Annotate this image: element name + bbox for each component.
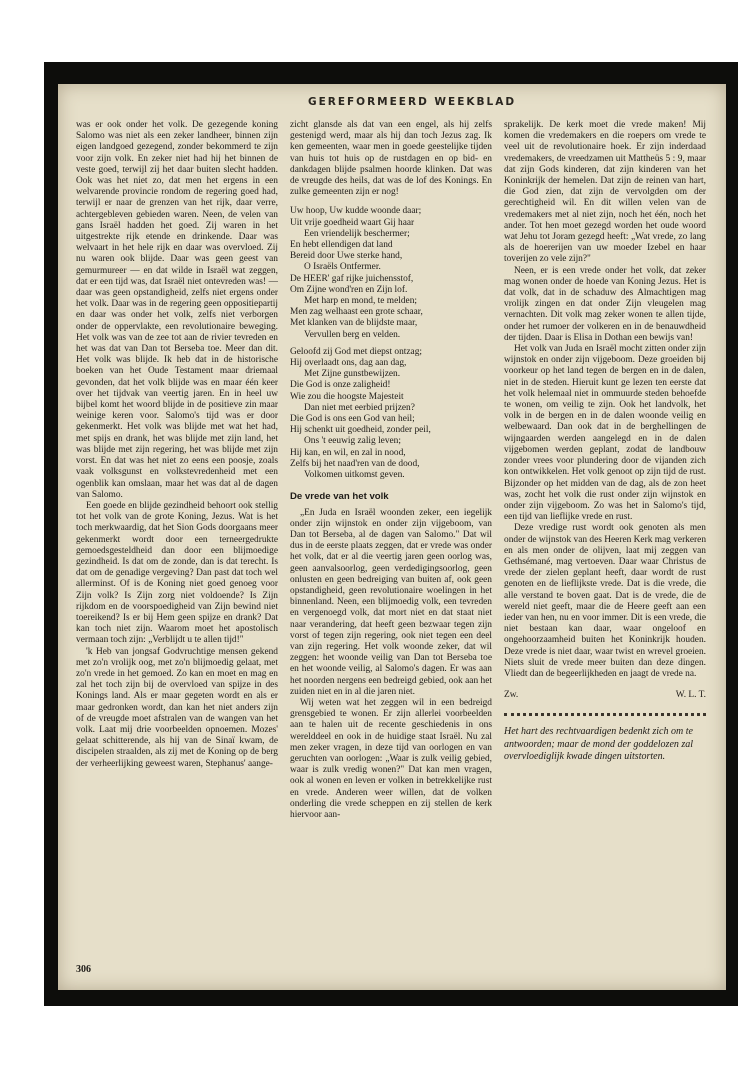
paragraph: „En Juda en Israël woonden zeker, een iegelijk onder zijn wijnstok en onder zijn vijgeboom, van Dan tot Berseba, al de dagen van Salomo." Dat wil dus in de eerste plaats zeggen, dat er vrede was onder het volk, dat er al die veertig jaren geen oorlog was, geen aanvalsoorlog, geen verdedigingsoorlog, geen onlusten en geen bedreiging van buiten af, ook geen opstandigheid, geen revolutionaire woelingen in het binnenland. Neen, een blijmoedig volk, een tevreden en vergenoegd volk, dat mort niet en dat staat niet naar verandering, dat heeft geen bezwaar tegen zijn vorst of tegen zijn regering, ook niet tegen een deel van zijn regering. Het volk woonde zeker, dat wil zeggen: het woonde veilig van Dan tot Berseba toe en het woonde veilig, al Salomo's dagen. Er was aan het noorden nergens een bedreigd gebied, ook aan het zuiden niet en in al die jaren niet. [290, 507, 492, 697]
page-number: 306 [76, 964, 91, 975]
verse-line: En hebt ellendigen dat land [290, 240, 393, 251]
paragraph: sprakelijk. De kerk moet die vrede maken! Mij komen die vredemakers en die roepers om vrede te veel uit de revolutionaire hoek. Er zijn inderdaad vredemakers, de vreedzamen uit Mattheüs 5 : 9, maar dat zijn Gods kinderen, dat zijn kinderen van het Koninkrijk der hemelen. Dat zijn de reinen van hart, die God zien, dat zijn de vervolgden om der gerechtigheid wil. En dit willen velen van de vredemakers met al niet zijn, noch het één, noch het ander. Tot hen moet gezegd worden het oude woord wat Jehu tot Joram gezegd heeft: „Wat vrede, zo lang als de hoererijen van uw moeder Izebel en haar toverijen zo vele zijn?" [504, 120, 706, 265]
verse-line: Met Zijne gunstbewijzen. [304, 369, 401, 380]
paragraph: Deze vredige rust wordt ook genoten als men onder de wijnstok van des Heeren Kerk mag verkeren en als men onder de olijven, laat mij zeggen van Gethsémané, mag vertoeven. Daar waar Christus de vrede der zielen geplant heeft, daar wordt de rust genoten en de lieflijkste vrede. Dat is die vrede, die alle verstand te boven gaat. Dat is de vrede, die de wereld niet geeft, maar die de Heere geeft aan een ieder van hen, nu en voor immer. Dit is een vrede, die niet bestaan kan daar, waar ongeloof en ongehoorzaamheid buiten het Koninkrijk houden. Deze vrede is niet daar, waar twist en wrevel groeien. Niets sluit de vrede meer buiten dan deze dingen. Vliedt dan de begeerlijkheden en jaagt de vrede na. [504, 523, 706, 679]
paragraph: zicht glansde als dat van een engel, als hij zelfs gestenigd werd, maar als hij dan toch Jezus zag. Ik ken gemeenten, waar men in goede geestelijke tijden van huis tot huis op de rustdagen en op bid- en dankdagen blijde psalmen hoorde klinken. Dat was de vreugde des heils, dat was de lof des Konings. En zulke gemeenten zijn er nog! [290, 120, 492, 198]
section-heading: De vrede van het volk [290, 491, 389, 503]
verse-line: Uw hoop, Uw kudde woonde daar; [290, 206, 422, 217]
verse-line: De HEER' gaf rijke juichensstof, [290, 273, 414, 284]
verse-line: Die God is ons een God van heil; [290, 414, 415, 425]
verse-line: Uit vrije goedheid waart Gij haar [290, 217, 415, 228]
verse-line: Hij schenkt uit goedheid, zonder peil, [290, 425, 431, 436]
verse-stanza [290, 347, 492, 481]
verse-line: Om Zijne wond'ren en Zijn lof. [290, 284, 408, 295]
paragraph: 'k Heb van jongsaf Godvruchtige mensen gekend met zo'n vrolijk oog, met zo'n blijmoedig gelaat, met zo'n vrede in het gemoed. Zo kan en moet en mag en zal het toch zijn bij de overvloed van spijze in des Konings land. Als er maar gegeten wordt en als er maar gedronken wordt, dan kan het niet anders zijn of de vreugde moet afstralen van de wangen van het volk. Laat mij drie voorbeelden opnoemen. Mozes' gelaat schitterende, als hij van de Sinaï kwam, de discipelen straalden, als zij met de Koning op de berg der verheerlijking geweest waren, Stephanus' aange- [76, 646, 278, 769]
psalm-verse [290, 206, 492, 481]
verse-line: Bereid door Uwe sterke hand, [290, 251, 403, 262]
paragraph: Wij weten wat het zeggen wil in een bedreigd grensgebied te wonen. Er zijn allerlei voorbeelden aan te halen uit de recente geschiedenis in ons werelddeel en ook in de huidige staat Israël. Nu zal men zeker vragen, in deze tijd van oorlogen en van geruchten van oorlogen: „Waar is zulk veilig gebied, waar is zulk vredig wonen?" Dat kan men vragen, ook al wonen en leven er volken in betrekkelijke rust en vrede. Anderen weer willen, dat de volken onderling die vrede scheppen en zij stellen de kerk hiervoor aan- [290, 697, 492, 820]
divider [504, 713, 706, 716]
signoff-place: Zw. [504, 690, 519, 701]
verse-line: Met klanken van de blijdste maar, [290, 318, 418, 329]
verse-line: Men zag welhaast een grote schaar, [290, 307, 423, 318]
verse-line: Een vriendelijk beschermer; [304, 228, 410, 239]
verse-line: O Israëls Ontfermer. [304, 262, 381, 273]
column-left [76, 120, 278, 958]
verse-line: Volkomen uitkomst geven. [304, 470, 405, 481]
verse-line: Vervullen berg en velden. [304, 329, 401, 340]
paragraph: Het volk van Juda en Israël mocht zitten onder zijn wijnstok en onder zijn vijgeboom. Deze groeiden bij voorkeur op het land tegen de bergen en in de dalen, niet in de steden. Hieruit kunt ge lezen ten eerste dat het volk helemaal niet in ommuurde steden behoefde te wonen, om veilig te zijn. Ook het landvolk, het volk in de bergen en in de dalen woonde veilig en welbewaard. Dan ook dat in de berghellingen de wijngaarden werden aangelegd en in de dalen vijgebomen werden geplant, zodat de landbouw zonder vrees voor plundering door de vijanden zich kon ontwikkelen. Het volk genoot op zijn tijd de rust. Bijzonder op het midden van de dag, als de zon heet was, zocht het volk die rust onder zijn wijnstok en onder zijn vijgeboom. Zo was het in Salomo's tijd, een tijd van lieflijke vrede en rust. [504, 344, 706, 523]
verse-line: Ons 't eeuwig zalig leven; [304, 436, 401, 447]
proverb-quote: Het hart des rechtvaardigen bedenkt zich om te antwoorden; maar de mond der goddelozen zal overvloediglijk kwade dingen uitstorten. [504, 726, 694, 763]
column-right [504, 120, 706, 946]
paragraph: Neen, er is een vrede onder het volk, dat zeker mag wonen onder de hoede van Koning Jezus. Het is dat volk, dat in de schaduw des Almachtigen mag vrolijk zingen en dat onder Zijn vleugelen mag vernachten. Dit volk mag zeker wonen te allen tijde, onder het rumoer der volkeren en in de benauwdheid der tijden. Daar is Elisa in Dothan een bewijs van! [504, 265, 706, 343]
paragraph: Een goede en blijde gezindheid behoort ook stellig tot het volk van de grote Koning, Jezus. Wat is het toch merkwaardig, dat het Sion Gods doorgaans meer gekenmerkt wordt door een terneergedrukte gemoedsgesteldheid dan door een blijmoedige gezindheid. Is dat om de zonde, dan is dat terecht. Is dat om de genadige vergeving? Dan past dat toch wel allerminst. Of is de Koning niet goed genoeg voor Zijn volk? Is Zijn zorg niet voldoende? Is Zijn rijkdom en de voorspoedigheid van Zijn bewind niet toereikend? Is er bij Hem geen spijze en drank? Dat kan toch niet zijn. Waarom moet het apostolisch vermaan toch zijn: „Verblijdt u te allen tijd!" [76, 500, 278, 646]
verse-line: Geloofd zij God met diepst ontzag; [290, 346, 423, 357]
running-header: GEREFORMEERD WEEKBLAD [307, 96, 517, 108]
verse-line: Dan niet met eerbied prijzen? [304, 402, 415, 413]
paragraph: was er ook onder het volk. De gezegende koning Salomo was niet als een zeker landheer, binnen zijn eigen landgoed gezegend, zonder bekommerd te zijn voor zijn volk. En zeker niet had hij het binnen de veste goed, terwijl zij het daar buiten slecht hadden. Ook was het niet zo, dat men het ergens in een welvarende provincie rondom de regering goed had, terwijl er naar de grenzen van het rijk, daar verre, achtergebleven gebieden waren. Neen, de velen van gans Israël hadden het goed. Zij waren in het uitgestrekte rijk etende en drinkende. Daar was welvaart in het hele rijk en daar was overvloed. Zij nu waren ook blijde. Daar was geen geest van gemurmureer — en dat wilde in Israël wat zeggen, dat er een tijd was, dat Israël niet ontevreden was! — daar was geen opstandigheid, zelfs niet ergens onder het volk. Daar was in de regering geen oppositiepartij en daar was onder het volk, zelfs niet verborgen onder de oppervlakte, een revolutionaire beweging. Het volk was van de zee tot aan de rivier tevreden en het was dat van Dan tot Berseba toe. Meer dan dit. Het volk was blijde. Ik heb dat in de historische boeken van het Oude Testament maar driemaal gevonden, dat het volk blijde was en maar één keer over het tijdvak van veertig jaren. En in heel uw bijbel komt het woord blijde in de positieve zin maar weinige keren voor. Salomo's tijd was er door gekenmerkt. Het volk was blijde met wat het had, met spijs en drank, het was blijde met zijn land, het was blijde met zijn regering, het was blijde met zijn vorst. En dat was het niet zo eens een poosje, zoals vaak volksgunst en volkstevredenheid met een ogenblik kan omslaan, maar het was dat al de dagen van Salomo. [76, 120, 278, 500]
verse-line: Hij kan, en wil, en zal in nood, [290, 447, 406, 458]
column-middle [290, 120, 492, 946]
verse-line: Wie zou die hoogste Majesteit [290, 391, 404, 402]
verse-line: Hij overlaadt ons, dag aan dag, [290, 358, 407, 369]
verse-line: Die God is onze zaligheid! [290, 380, 391, 391]
signoff [504, 690, 706, 701]
verse-line: Met harp en mond, te melden; [304, 296, 417, 307]
magazine-page [58, 84, 726, 990]
signoff-author: W. L. T. [675, 690, 706, 701]
verse-line: Zelfs bij het naad'ren van de dood, [290, 458, 420, 469]
verse-stanza [290, 206, 492, 340]
